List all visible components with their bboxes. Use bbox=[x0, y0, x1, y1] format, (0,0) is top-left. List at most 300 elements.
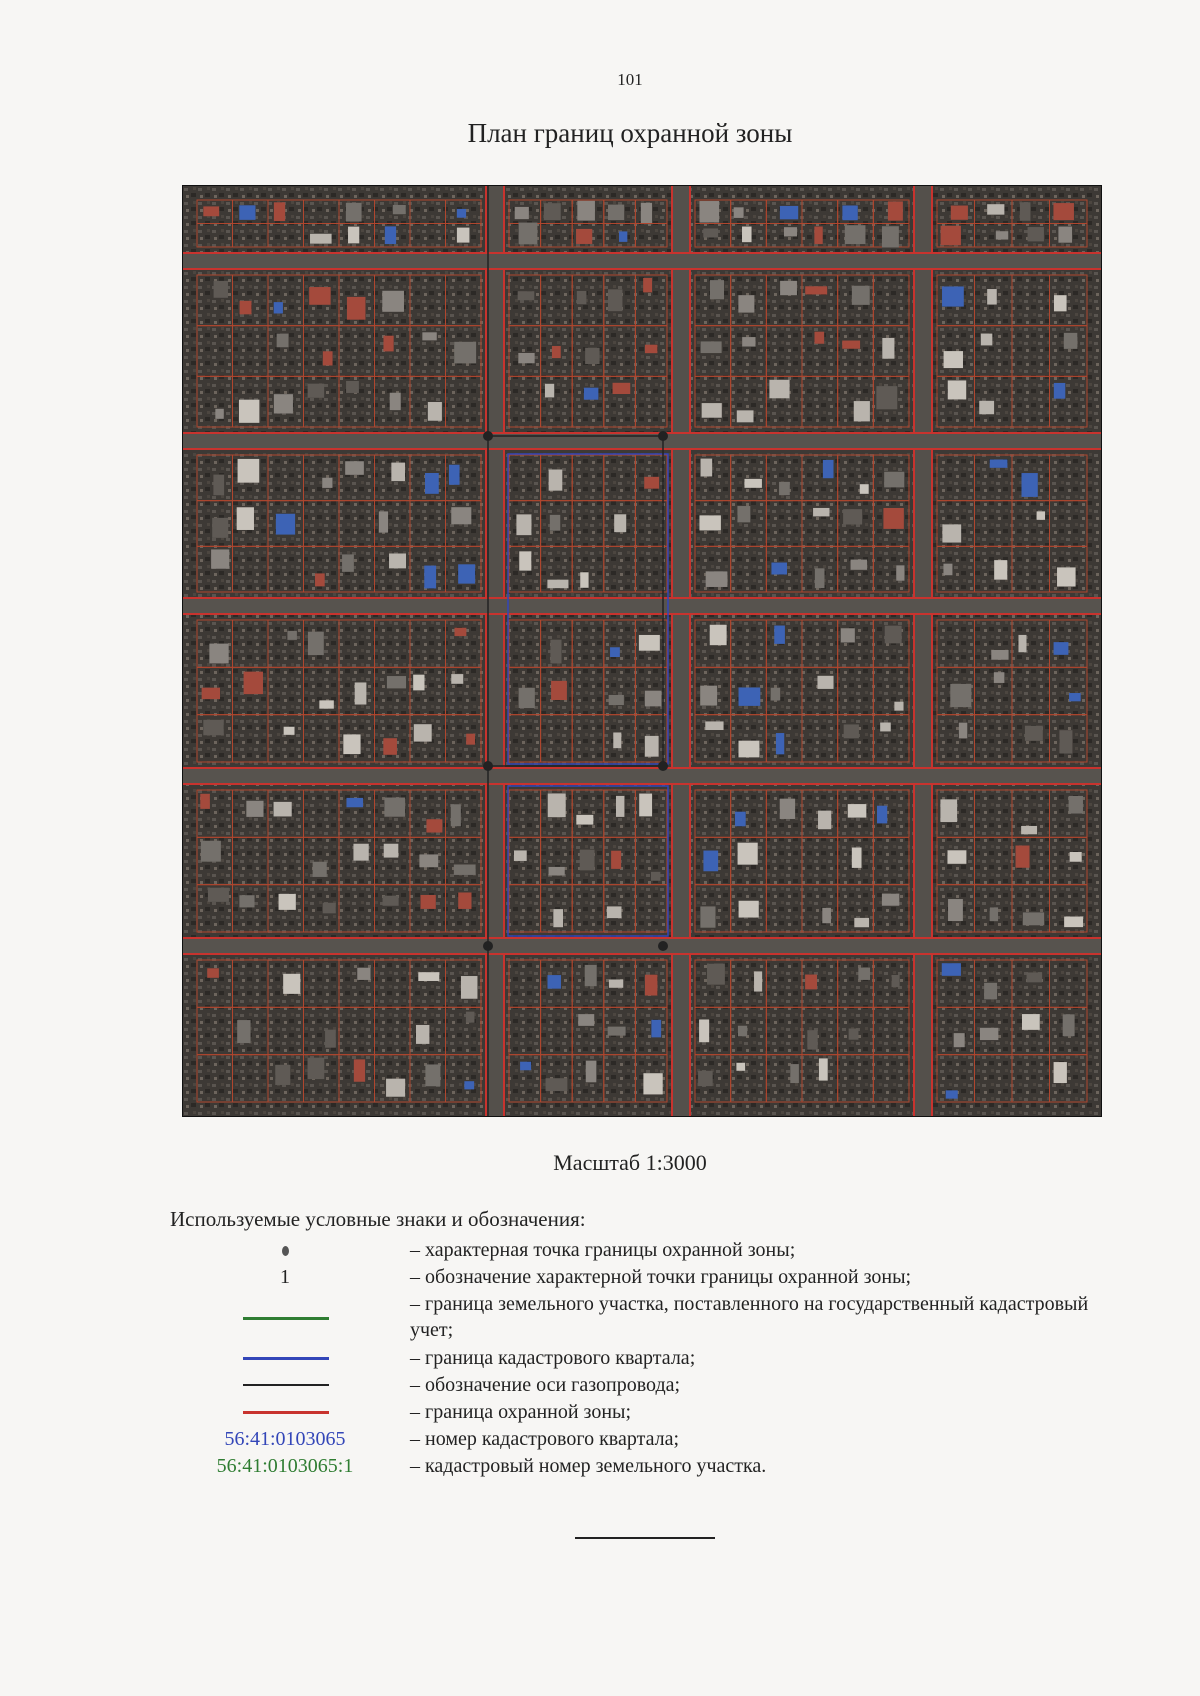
building bbox=[584, 388, 599, 400]
building bbox=[842, 341, 860, 349]
building bbox=[576, 229, 592, 244]
land-plot-line-icon bbox=[243, 1317, 329, 1320]
building bbox=[892, 975, 900, 987]
boundary-point-icon bbox=[483, 941, 493, 951]
building bbox=[208, 888, 229, 902]
building bbox=[845, 225, 866, 244]
building bbox=[698, 1071, 713, 1086]
legend-symbol bbox=[170, 1237, 400, 1263]
building bbox=[848, 804, 867, 818]
building bbox=[355, 682, 367, 704]
building bbox=[310, 234, 332, 244]
building bbox=[346, 798, 363, 807]
building bbox=[1020, 202, 1031, 221]
building bbox=[308, 384, 325, 398]
building bbox=[382, 291, 404, 312]
building bbox=[451, 674, 463, 684]
building bbox=[609, 979, 623, 987]
building bbox=[419, 854, 438, 867]
cadastral-quarter-line-icon bbox=[243, 1357, 329, 1360]
building bbox=[643, 1073, 662, 1094]
building bbox=[771, 688, 781, 701]
building bbox=[852, 286, 870, 305]
building bbox=[619, 231, 627, 241]
building bbox=[422, 332, 436, 340]
building bbox=[701, 459, 713, 477]
building bbox=[858, 968, 870, 980]
building bbox=[942, 524, 961, 542]
building bbox=[383, 738, 397, 755]
building bbox=[239, 895, 254, 907]
building bbox=[413, 675, 424, 691]
building bbox=[790, 1064, 799, 1083]
building bbox=[309, 287, 330, 305]
building bbox=[214, 281, 228, 298]
building bbox=[550, 640, 561, 664]
building bbox=[308, 1058, 325, 1079]
building bbox=[818, 811, 831, 830]
building bbox=[994, 672, 1005, 683]
building bbox=[519, 551, 531, 570]
building bbox=[457, 228, 470, 243]
building bbox=[421, 895, 436, 909]
building bbox=[578, 1014, 594, 1026]
building bbox=[1018, 635, 1026, 652]
building bbox=[319, 700, 333, 708]
boundary-point-icon bbox=[658, 941, 668, 951]
building bbox=[347, 297, 366, 320]
building bbox=[274, 394, 293, 413]
building bbox=[238, 459, 260, 483]
building bbox=[207, 968, 219, 978]
building bbox=[203, 720, 223, 735]
point-marker-icon bbox=[282, 1246, 289, 1256]
building bbox=[357, 968, 370, 980]
building bbox=[613, 383, 631, 394]
building bbox=[742, 337, 755, 346]
building bbox=[346, 203, 362, 222]
building bbox=[616, 796, 624, 817]
building bbox=[466, 734, 475, 745]
legend-description: – номер кадастрового квартала; bbox=[410, 1428, 680, 1450]
boundary-point-icon bbox=[483, 761, 493, 771]
legend-symbol-text: 56:41:0103065 bbox=[224, 1428, 346, 1450]
building bbox=[240, 301, 252, 315]
building bbox=[552, 346, 561, 358]
building bbox=[639, 635, 660, 651]
building bbox=[876, 386, 897, 409]
building bbox=[780, 799, 795, 819]
building bbox=[882, 894, 899, 906]
building bbox=[754, 971, 762, 991]
building bbox=[994, 560, 1007, 580]
building bbox=[1016, 846, 1030, 868]
building bbox=[424, 566, 436, 589]
building bbox=[277, 334, 289, 348]
building bbox=[979, 401, 994, 414]
building bbox=[948, 380, 966, 399]
building bbox=[457, 209, 466, 218]
building bbox=[941, 226, 961, 246]
building bbox=[246, 801, 263, 817]
building bbox=[550, 515, 560, 531]
building bbox=[780, 281, 797, 295]
building bbox=[651, 872, 660, 881]
building bbox=[734, 207, 744, 218]
building bbox=[237, 507, 254, 530]
building bbox=[385, 226, 396, 244]
building bbox=[449, 465, 460, 485]
building bbox=[353, 844, 368, 861]
building bbox=[819, 1058, 828, 1080]
building bbox=[514, 850, 527, 861]
legend-symbol-text: 56:41:0103065:1 bbox=[216, 1455, 354, 1477]
building bbox=[519, 688, 535, 708]
building bbox=[547, 580, 568, 589]
building bbox=[608, 1027, 626, 1036]
building bbox=[418, 972, 439, 981]
building bbox=[244, 672, 263, 695]
building bbox=[611, 851, 621, 869]
building bbox=[882, 338, 894, 359]
building bbox=[313, 862, 327, 877]
building bbox=[393, 205, 406, 214]
building bbox=[1027, 972, 1043, 982]
map-image bbox=[182, 185, 1102, 1117]
building bbox=[608, 205, 624, 221]
building bbox=[707, 964, 725, 985]
building bbox=[776, 733, 784, 754]
building bbox=[546, 1078, 568, 1091]
building bbox=[946, 1090, 958, 1098]
building bbox=[346, 381, 359, 393]
building bbox=[651, 1020, 661, 1038]
building bbox=[551, 681, 567, 700]
legend-description: – граница земельного участка, поставленного на государственный кадастровый учет; bbox=[410, 1293, 1089, 1341]
building bbox=[1037, 511, 1045, 519]
page-title: План границ охранной зоны bbox=[467, 118, 793, 148]
building bbox=[308, 632, 324, 655]
building bbox=[703, 851, 718, 872]
building bbox=[940, 799, 957, 822]
building bbox=[814, 332, 824, 344]
building bbox=[342, 554, 354, 571]
street-horizontal bbox=[183, 253, 1101, 269]
legend-description: – граница кадастрового квартала; bbox=[410, 1347, 696, 1369]
building bbox=[201, 841, 221, 862]
building bbox=[710, 280, 724, 299]
building bbox=[996, 231, 1008, 239]
building bbox=[383, 896, 399, 906]
building bbox=[1069, 693, 1081, 701]
building bbox=[771, 563, 787, 575]
building bbox=[705, 721, 723, 730]
building bbox=[780, 206, 798, 219]
building bbox=[854, 918, 869, 927]
building bbox=[1064, 333, 1078, 349]
building bbox=[274, 202, 285, 221]
street-horizontal bbox=[183, 598, 1101, 614]
building bbox=[815, 568, 825, 588]
building bbox=[739, 687, 761, 705]
building bbox=[959, 723, 967, 739]
building bbox=[451, 804, 461, 826]
building bbox=[1022, 1014, 1040, 1030]
building bbox=[237, 1020, 250, 1043]
building bbox=[823, 460, 834, 478]
building bbox=[391, 463, 405, 482]
building bbox=[984, 983, 997, 1000]
building bbox=[384, 844, 399, 858]
building bbox=[1064, 917, 1083, 928]
building bbox=[700, 686, 717, 706]
building bbox=[518, 353, 534, 363]
building bbox=[738, 843, 758, 865]
map-scale-label: Масштаб 1:3000 bbox=[553, 1150, 707, 1175]
building bbox=[947, 850, 966, 864]
building bbox=[744, 479, 761, 488]
building bbox=[389, 553, 406, 568]
building bbox=[607, 906, 622, 918]
building bbox=[545, 384, 554, 398]
legend-symbol-text: 1 bbox=[280, 1266, 290, 1288]
building bbox=[386, 1079, 405, 1097]
building bbox=[702, 403, 722, 418]
building bbox=[701, 341, 722, 353]
building bbox=[880, 723, 891, 732]
building bbox=[1021, 473, 1037, 497]
building bbox=[384, 798, 405, 817]
building bbox=[279, 894, 296, 910]
building bbox=[239, 400, 259, 423]
building bbox=[348, 227, 359, 244]
building bbox=[1059, 730, 1072, 753]
building bbox=[209, 644, 228, 664]
building bbox=[882, 226, 899, 247]
building bbox=[387, 676, 406, 688]
building bbox=[586, 1061, 597, 1083]
building bbox=[284, 727, 295, 735]
building bbox=[736, 1063, 745, 1071]
building bbox=[414, 724, 432, 741]
building bbox=[1063, 1014, 1075, 1036]
building bbox=[1021, 826, 1037, 834]
building bbox=[425, 473, 439, 494]
building bbox=[325, 1030, 336, 1048]
building bbox=[345, 461, 364, 475]
building bbox=[614, 514, 626, 532]
building bbox=[322, 478, 332, 488]
street-horizontal bbox=[183, 938, 1101, 954]
street-vertical bbox=[672, 186, 690, 1116]
building bbox=[981, 334, 993, 346]
building bbox=[213, 475, 224, 496]
building bbox=[274, 302, 283, 313]
building bbox=[215, 409, 223, 419]
building bbox=[454, 864, 476, 874]
building bbox=[276, 514, 295, 535]
building bbox=[544, 203, 561, 220]
boundary-point-icon bbox=[658, 431, 668, 441]
building bbox=[200, 794, 210, 809]
building bbox=[991, 650, 1008, 660]
building bbox=[1025, 726, 1043, 741]
building bbox=[894, 702, 903, 711]
building bbox=[738, 295, 754, 312]
building bbox=[641, 203, 652, 224]
building bbox=[710, 625, 727, 645]
building bbox=[841, 628, 855, 642]
boundary-point-icon bbox=[658, 761, 668, 771]
building bbox=[287, 631, 296, 640]
building bbox=[954, 1033, 965, 1047]
building bbox=[451, 507, 471, 524]
building bbox=[548, 793, 566, 817]
building bbox=[699, 201, 719, 222]
building bbox=[738, 1026, 747, 1037]
building bbox=[951, 206, 968, 220]
building bbox=[877, 806, 887, 824]
building bbox=[639, 794, 652, 817]
building bbox=[851, 560, 868, 570]
building bbox=[553, 909, 563, 927]
building bbox=[822, 908, 831, 923]
building bbox=[577, 291, 587, 304]
building bbox=[737, 410, 754, 422]
building bbox=[464, 1081, 474, 1089]
building bbox=[742, 227, 752, 243]
building bbox=[943, 564, 952, 576]
bottom-rule bbox=[575, 1537, 715, 1539]
building bbox=[817, 676, 833, 689]
building bbox=[580, 572, 588, 588]
building bbox=[609, 695, 624, 705]
building bbox=[1069, 796, 1083, 814]
building bbox=[737, 506, 750, 522]
building bbox=[239, 205, 255, 220]
building bbox=[779, 482, 790, 495]
building bbox=[354, 1059, 365, 1081]
building bbox=[458, 892, 471, 908]
building bbox=[577, 201, 595, 221]
aerial-map-canvas bbox=[183, 186, 1101, 1116]
building bbox=[843, 509, 862, 524]
building bbox=[390, 393, 401, 410]
building bbox=[426, 819, 442, 832]
building bbox=[706, 571, 728, 587]
building bbox=[643, 278, 652, 292]
building bbox=[700, 906, 715, 927]
building bbox=[518, 291, 535, 300]
building bbox=[645, 975, 657, 996]
building bbox=[990, 459, 1008, 467]
street-horizontal bbox=[183, 768, 1101, 784]
building bbox=[425, 1064, 440, 1086]
building bbox=[645, 345, 657, 353]
building bbox=[699, 515, 720, 530]
building bbox=[769, 380, 789, 398]
building bbox=[883, 508, 903, 529]
building bbox=[1054, 1062, 1067, 1083]
building bbox=[950, 684, 971, 707]
building bbox=[1057, 567, 1076, 586]
building bbox=[202, 688, 220, 699]
building bbox=[942, 286, 964, 306]
street-vertical bbox=[914, 186, 932, 1116]
building bbox=[343, 734, 360, 754]
building bbox=[379, 511, 388, 532]
building bbox=[644, 477, 659, 489]
building bbox=[645, 736, 659, 757]
building bbox=[613, 732, 621, 748]
building bbox=[1070, 852, 1082, 862]
building bbox=[515, 207, 529, 219]
protection-zone-line-icon bbox=[243, 1411, 329, 1414]
building bbox=[458, 564, 475, 583]
legend-description: – характерная точка границы охранной зоны; bbox=[410, 1239, 796, 1261]
boundary-point-icon bbox=[483, 431, 493, 441]
building bbox=[1023, 912, 1044, 925]
building bbox=[516, 514, 531, 535]
legend-description: – кадастровый номер земельного участка. bbox=[410, 1455, 767, 1477]
building bbox=[1058, 227, 1072, 243]
building bbox=[814, 226, 822, 244]
building bbox=[852, 848, 862, 868]
legend-description: – обозначение оси газопровода; bbox=[410, 1374, 681, 1396]
building bbox=[1053, 203, 1074, 220]
legend-description: – граница охранной зоны; bbox=[410, 1401, 632, 1423]
building bbox=[774, 626, 785, 644]
building bbox=[275, 1065, 290, 1085]
building bbox=[854, 401, 870, 421]
building bbox=[888, 201, 903, 220]
building bbox=[645, 691, 662, 707]
building bbox=[428, 402, 442, 421]
building bbox=[211, 549, 229, 568]
building bbox=[547, 975, 560, 989]
legend-description: – обозначение характерной точки границы охранной зоны; bbox=[410, 1266, 912, 1288]
gas-axis-line-icon bbox=[243, 1384, 329, 1386]
building bbox=[608, 289, 622, 311]
building bbox=[283, 974, 300, 994]
building bbox=[805, 286, 827, 294]
building bbox=[807, 1030, 817, 1049]
building bbox=[274, 802, 292, 817]
building bbox=[842, 205, 857, 220]
building bbox=[849, 1028, 859, 1039]
building bbox=[454, 342, 476, 364]
building bbox=[212, 518, 228, 538]
building bbox=[520, 1062, 531, 1071]
building bbox=[610, 647, 620, 657]
building bbox=[703, 228, 718, 237]
building bbox=[805, 975, 817, 990]
building bbox=[944, 351, 963, 368]
building bbox=[987, 289, 997, 305]
building bbox=[699, 1019, 709, 1042]
building bbox=[454, 628, 466, 636]
legend-title: Используемые условные знаки и обозначения: bbox=[170, 1207, 586, 1231]
building bbox=[885, 626, 902, 644]
building bbox=[987, 204, 1004, 214]
building bbox=[1054, 295, 1067, 311]
building bbox=[323, 351, 333, 365]
building bbox=[416, 1025, 429, 1044]
building bbox=[860, 484, 869, 494]
building bbox=[323, 903, 336, 914]
building bbox=[585, 348, 599, 364]
building bbox=[990, 907, 998, 921]
